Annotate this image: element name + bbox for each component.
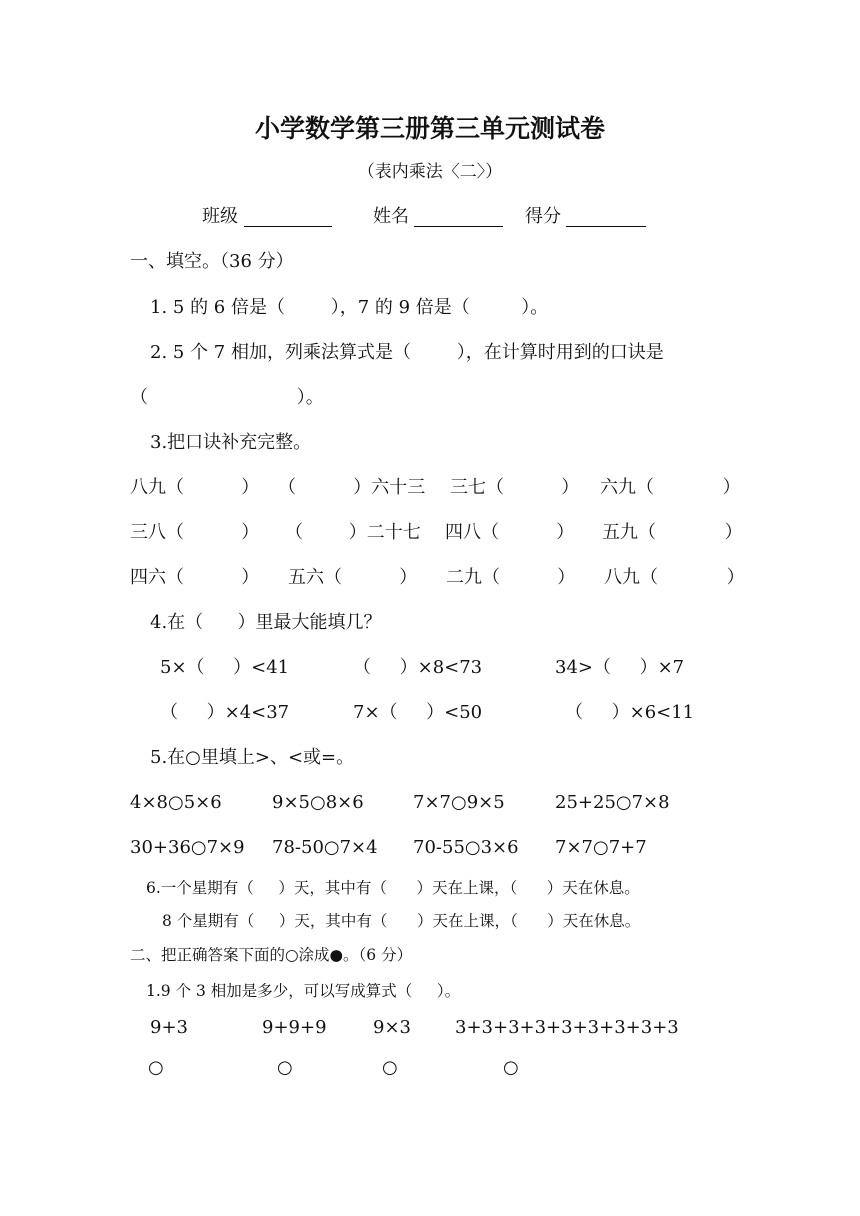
- q3-cell: （ ）二十七: [285, 522, 421, 543]
- q4-cell: （ ）×6<11: [565, 702, 695, 723]
- name-blank[interactable]: [414, 206, 503, 227]
- q4-cell: 7×（ ）<50: [353, 702, 483, 723]
- q3-cell: 三七（ ）: [450, 477, 580, 498]
- q5-cell: 7×7○9×5: [413, 792, 505, 813]
- q3-cell: 六九（ ）: [600, 477, 741, 498]
- answer-bubble[interactable]: ○: [148, 1057, 164, 1078]
- section-2-question-1: 1.9 个 3 相加是多少，可以写成算式（ ）。: [146, 982, 461, 1000]
- class-blank[interactable]: [244, 206, 332, 227]
- class-label: 班级: [202, 206, 238, 227]
- page-title: 小学数学第三册第三单元测试卷: [254, 114, 605, 143]
- q3-cell: 二九（ ）: [446, 567, 576, 588]
- question-2-line-1: 2. 5 个 7 相加，列乘法算式是（ ），在计算时用到的口诀是: [150, 342, 664, 363]
- answer-bubble[interactable]: ○: [277, 1057, 293, 1078]
- score-label: 得分: [525, 206, 561, 227]
- q5-cell: 9×5○8×6: [272, 792, 364, 813]
- option-label: 9+3: [150, 1017, 188, 1038]
- section-1-heading: 一、填空。（36 分）: [130, 251, 294, 272]
- q4-cell: 34>（ ）×7: [555, 657, 685, 678]
- q3-cell: 三八（ ）: [130, 522, 260, 543]
- q5-cell: 25+25○7×8: [555, 792, 670, 813]
- question-4: 4.在（ ）里最大能填几？: [150, 612, 382, 633]
- q3-cell: 八九（ ）: [130, 477, 260, 498]
- score-blank[interactable]: [566, 206, 646, 227]
- q3-cell: 四六（ ）: [130, 567, 260, 588]
- question-6-line-1: 6.一个星期有（ ）天，其中有（ ）天在上课，（ ）天在休息。: [146, 879, 640, 897]
- option-label: 3+3+3+3+3+3+3+3+3: [455, 1017, 679, 1038]
- page-subtitle: （表内乘法〈二〉）: [357, 162, 503, 182]
- q5-cell: 7×7○7+7: [555, 837, 647, 858]
- question-1: 1. 5 的 6 倍是（ ），7 的 9 倍是（ ）。: [150, 297, 549, 318]
- answer-bubble[interactable]: ○: [503, 1057, 519, 1078]
- q5-cell: 78-50○7×4: [272, 837, 378, 858]
- option-label: 9×3: [373, 1017, 411, 1038]
- q5-cell: 70-55○3×6: [413, 837, 519, 858]
- q5-cell: 30+36○7×9: [130, 837, 245, 858]
- q4-cell: 5×（ ）<41: [160, 657, 290, 678]
- q3-cell: 八九（ ）: [604, 567, 745, 588]
- q3-cell: （ ）六十三: [278, 477, 426, 498]
- question-3: 3.把口诀补充完整。: [150, 432, 312, 453]
- question-6-line-2: 8 个星期有（ ）天，其中有（ ）天在上课，（ ）天在休息。: [162, 912, 641, 930]
- answer-bubble[interactable]: ○: [382, 1057, 398, 1078]
- q5-cell: 4×8○5×6: [130, 792, 222, 813]
- q3-cell: 四八（ ）: [445, 522, 575, 543]
- section-2-heading: 二、把正确答案下面的○涂成●。（6 分）: [130, 946, 413, 964]
- q4-cell: （ ）×8<73: [353, 657, 483, 678]
- q3-cell: 五九（ ）: [602, 522, 743, 543]
- option-label: 9+9+9: [262, 1017, 327, 1038]
- q4-cell: （ ）×4<37: [160, 702, 290, 723]
- name-label: 姓名: [373, 206, 409, 227]
- question-2-line-2: （ ）。: [130, 387, 324, 408]
- question-5: 5.在○里填上>、<或=。: [150, 747, 355, 768]
- q3-cell: 五六（ ）: [288, 567, 418, 588]
